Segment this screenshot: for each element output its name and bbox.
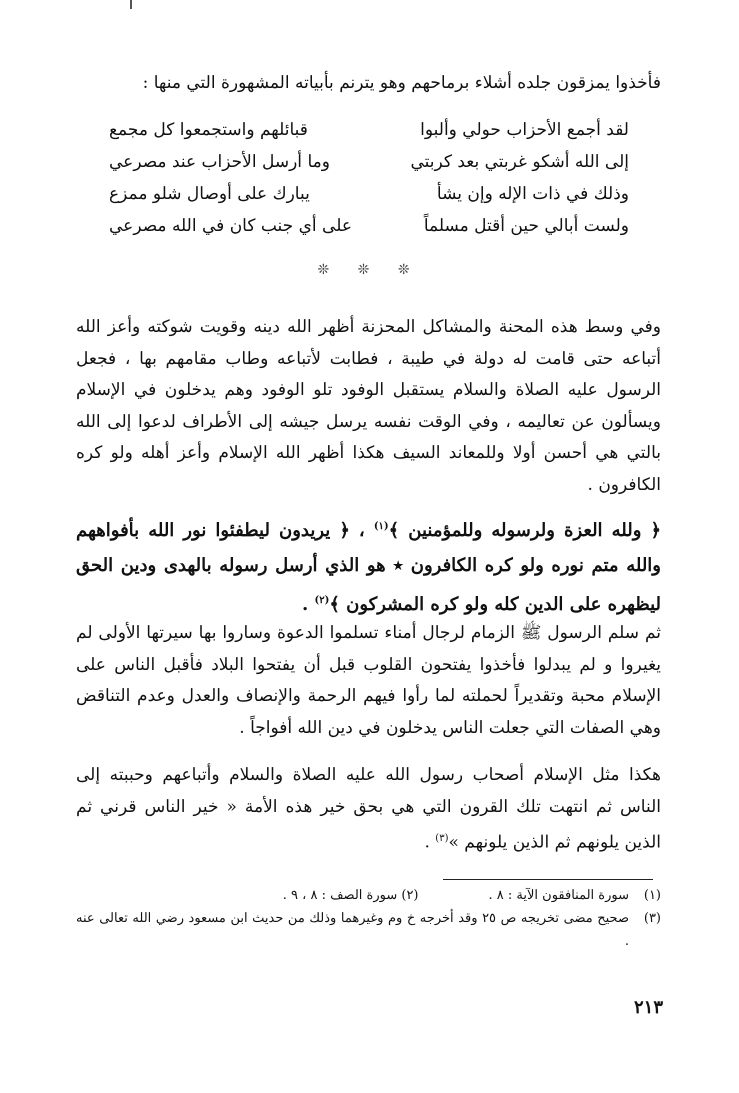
footnote-ref-3: (٣) xyxy=(435,833,449,844)
poem-second-hemistich: قبائلهم واستجمعوا كل مجمع xyxy=(109,120,308,140)
paragraph-best-generations-text: هكذا مثل الإسلام أصحاب رسول الله عليه الصلاة والسلام وأتباعهم وحببته إلى الناس ثم انتهت تلك القرون التي هي بحق خير هذه الأمة « خير الناس قرني ثم الذين يلونهم ثم الذين يلونهم » xyxy=(76,765,661,853)
poem-first-hemistich: ولست أبالي حين أقتل مسلماً xyxy=(423,216,629,236)
quran-end: . xyxy=(301,594,315,615)
paragraph-best-generations xyxy=(76,760,661,859)
quran-verse-2: ، ﴿ يريدون ليطفئوا نور الله بأفواههم والله متم نوره ولو كره الكافرون ٭ هو الذي أرسل رسوله بالهدى ودين الحق ليظهره على الدين كله ولو كره المشركون ﴾ xyxy=(76,520,661,615)
poem-second-hemistich: على أي جنب كان في الله مصرعي xyxy=(109,216,352,236)
intro-line: فأخذوا يمزقون جلده أشلاء برماحهم وهو يترنم بأبياته المشهورة التي منها : xyxy=(142,73,661,93)
footnotes xyxy=(76,884,661,953)
poem-first-hemistich: وذلك في ذات الإله وإن يشأ xyxy=(436,184,629,204)
poem xyxy=(109,114,629,242)
poem-line xyxy=(109,210,629,242)
paragraph-companions: ثم سلم الرسول ﷺ الزمام لرجال أمناء تسلموا الدعوة وساروا بها سيرتها الأولى لم يغيروا و لم يبدلوا فأخذوا يفتحون القلوب قبل أن يفتحوا البلاد فأقبل الناس على الإسلام محبة وتقديراً لحملته لما رأوا فيهم الرحمة والإنصاف والعدل وعدم التناقض وهي الصفات التي جعلت الناس يدخلون في دين الله أفواجاً . xyxy=(76,623,661,738)
paragraph-end: . xyxy=(424,832,436,853)
poem-line xyxy=(109,146,629,178)
paragraph-victory: وفي وسط هذه المحنة والمشاكل المحزنة أظهر الله دينه وقويت شوكته وأعز الله أتباعه حتى قامت له دولة في طيبة ، فطابت لأتباعه وطاب مقامهم بها ، فجعل الرسول عليه الصلاة والسلام يستقبل الوفود تلو الوفود وهم يدخلون في الإسلام ويسألون عن تعاليمه ، وفي الوقت نفسه يرسل جيشه إلى الأطراف لدعوا إلى الله بالتي هي أحسن أولا وللمعاند السيف هكذا أظهر الله الإسلام وأعز أهله ولو كره الكافرون . xyxy=(76,317,661,495)
section-separator: ❊ ❊ ❊ xyxy=(317,262,422,278)
poem-line xyxy=(109,114,629,146)
footnote-1-text: سورة المنافقون الآية : ٨ . xyxy=(488,888,629,903)
footnote-ref-1: (١) xyxy=(373,521,389,532)
footnote-number: (١) xyxy=(643,888,661,903)
footnote-3-text: صحيح مضى تخريجه ص ٢٥ وقد أخرجه خ وم وغيرهما وذلك من حديث ابن مسعود رضي الله تعالى عنه . xyxy=(76,911,629,949)
footnote-text xyxy=(76,884,629,907)
poem-line xyxy=(109,178,629,210)
poem-first-hemistich: لقد أجمع الأحزاب حولي وألبوا xyxy=(420,120,629,140)
footnote-2-text: (٢) سورة الصف : ٨ ، ٩ . xyxy=(282,888,419,903)
quran-verse-1: ﴿ ولله العزة ولرسوله وللمؤمنين ﴾ xyxy=(388,520,661,541)
poem-second-hemistich: يبارك على أوصال شلو ممزع xyxy=(109,184,310,204)
footnote-row xyxy=(76,884,661,907)
scan-mark xyxy=(130,0,132,9)
poem-second-hemistich: وما أرسل الأحزاب عند مصرعي xyxy=(109,152,330,172)
footnote-ref-2: (٢) xyxy=(314,595,330,606)
footnote-divider xyxy=(443,879,653,880)
footnote-number: (٣) xyxy=(643,911,661,926)
quran-verses xyxy=(76,509,661,622)
footnote-row xyxy=(76,907,661,953)
poem-first-hemistich: إلى الله أشكو غربتي بعد كربتي xyxy=(410,152,629,172)
page-number: ٢١٣ xyxy=(633,997,663,1018)
